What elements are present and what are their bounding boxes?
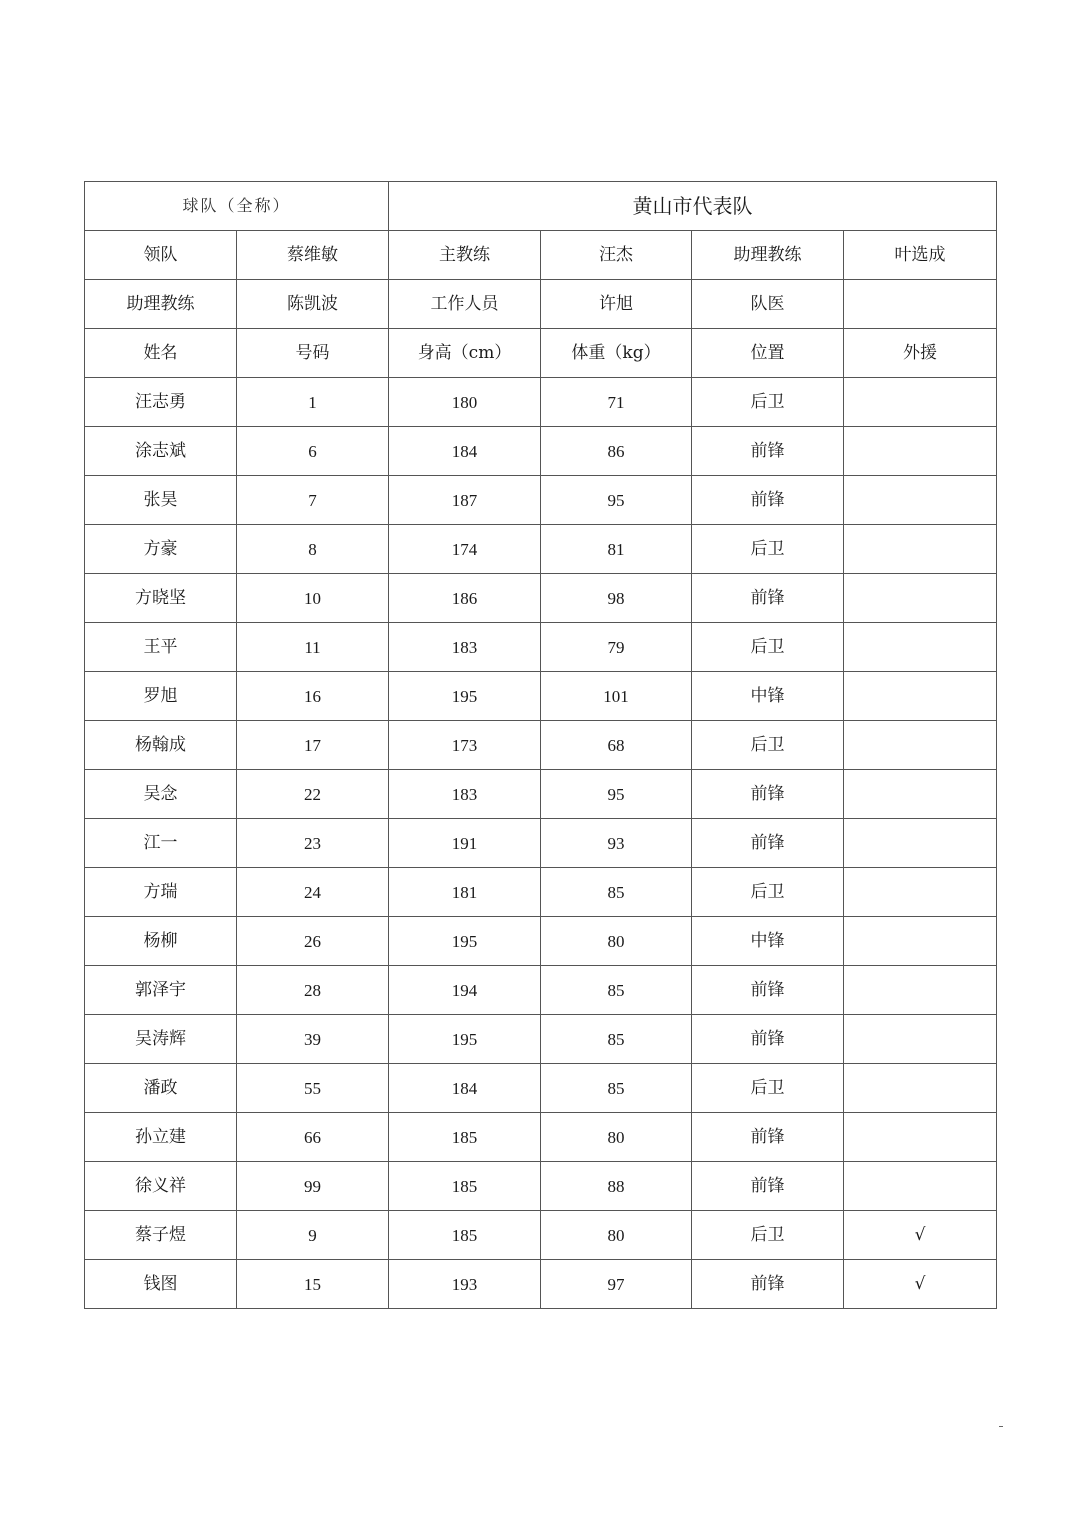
column-header-foreign: 外援 xyxy=(844,329,997,378)
player-height-cell: 195 xyxy=(389,1015,541,1064)
player-foreign-cell xyxy=(844,427,997,476)
player-name-cell: 江一 xyxy=(85,819,237,868)
player-number-cell: 66 xyxy=(237,1113,389,1162)
table-row xyxy=(85,476,997,525)
player-weight-cell: 80 xyxy=(541,917,692,966)
player-name-cell: 汪志勇 xyxy=(85,378,237,427)
player-position-cell: 前锋 xyxy=(692,1260,844,1309)
player-name-cell: 潘政 xyxy=(85,1064,237,1113)
player-position-cell: 后卫 xyxy=(692,1211,844,1260)
player-name-cell: 方晓坚 xyxy=(85,574,237,623)
staff-label: 工作人员 xyxy=(389,280,541,329)
player-weight-cell: 85 xyxy=(541,966,692,1015)
player-foreign-cell xyxy=(844,672,997,721)
player-number-cell: 99 xyxy=(237,1162,389,1211)
staff-label: 助理教练 xyxy=(85,280,237,329)
player-number-cell: 39 xyxy=(237,1015,389,1064)
player-height-cell: 185 xyxy=(389,1162,541,1211)
player-foreign-cell xyxy=(844,623,997,672)
player-position-cell: 前锋 xyxy=(692,966,844,1015)
player-weight-cell: 79 xyxy=(541,623,692,672)
player-weight-cell: 97 xyxy=(541,1260,692,1309)
player-number-cell: 10 xyxy=(237,574,389,623)
player-foreign-cell xyxy=(844,868,997,917)
player-name-cell: 徐义祥 xyxy=(85,1162,237,1211)
player-height-cell: 180 xyxy=(389,378,541,427)
staff-value: 蔡维敏 xyxy=(237,231,389,280)
player-weight-cell: 80 xyxy=(541,1113,692,1162)
staff-value: 叶选成 xyxy=(844,231,997,280)
player-position-cell: 前锋 xyxy=(692,476,844,525)
table-row xyxy=(85,1015,997,1064)
player-foreign-cell xyxy=(844,525,997,574)
player-foreign-cell: √ xyxy=(844,1211,997,1260)
player-foreign-cell xyxy=(844,476,997,525)
staff-label: 助理教练 xyxy=(692,231,844,280)
player-name-cell: 杨翰成 xyxy=(85,721,237,770)
player-height-cell: 194 xyxy=(389,966,541,1015)
player-number-cell: 22 xyxy=(237,770,389,819)
player-position-cell: 前锋 xyxy=(692,1015,844,1064)
player-name-cell: 吴涛辉 xyxy=(85,1015,237,1064)
staff-row-1 xyxy=(85,231,997,280)
staff-label: 领队 xyxy=(85,231,237,280)
table-row xyxy=(85,1064,997,1113)
player-position-cell: 后卫 xyxy=(692,1064,844,1113)
player-foreign-cell: √ xyxy=(844,1260,997,1309)
staff-row-2 xyxy=(85,280,997,329)
player-weight-cell: 101 xyxy=(541,672,692,721)
page-mark xyxy=(999,1426,1003,1427)
player-number-cell: 28 xyxy=(237,966,389,1015)
table-row xyxy=(85,525,997,574)
player-position-cell: 后卫 xyxy=(692,378,844,427)
player-number-cell: 55 xyxy=(237,1064,389,1113)
column-header-height: 身高（cm） xyxy=(389,329,541,378)
player-foreign-cell xyxy=(844,917,997,966)
player-foreign-cell xyxy=(844,378,997,427)
player-weight-cell: 86 xyxy=(541,427,692,476)
player-foreign-cell xyxy=(844,721,997,770)
player-number-cell: 24 xyxy=(237,868,389,917)
player-name-cell: 方瑞 xyxy=(85,868,237,917)
player-foreign-cell xyxy=(844,1015,997,1064)
player-position-cell: 前锋 xyxy=(692,770,844,819)
table-row xyxy=(85,1162,997,1211)
player-position-cell: 中锋 xyxy=(692,672,844,721)
player-name-cell: 蔡子煜 xyxy=(85,1211,237,1260)
player-position-cell: 前锋 xyxy=(692,427,844,476)
player-weight-cell: 85 xyxy=(541,868,692,917)
player-name-cell: 方豪 xyxy=(85,525,237,574)
column-header-weight: 体重（kg） xyxy=(541,329,692,378)
staff-value: 许旭 xyxy=(541,280,692,329)
player-height-cell: 185 xyxy=(389,1211,541,1260)
team-name-cell: 黄山市代表队 xyxy=(389,182,997,231)
player-weight-cell: 98 xyxy=(541,574,692,623)
player-position-cell: 后卫 xyxy=(692,868,844,917)
staff-value: 陈凯波 xyxy=(237,280,389,329)
player-name-cell: 孙立建 xyxy=(85,1113,237,1162)
player-height-cell: 183 xyxy=(389,623,541,672)
staff-label: 队医 xyxy=(692,280,844,329)
player-position-cell: 后卫 xyxy=(692,721,844,770)
player-height-cell: 187 xyxy=(389,476,541,525)
player-number-cell: 23 xyxy=(237,819,389,868)
player-height-cell: 191 xyxy=(389,819,541,868)
player-weight-cell: 85 xyxy=(541,1015,692,1064)
column-header-position: 位置 xyxy=(692,329,844,378)
player-name-cell: 杨柳 xyxy=(85,917,237,966)
player-height-cell: 184 xyxy=(389,1064,541,1113)
player-weight-cell: 85 xyxy=(541,1064,692,1113)
player-name-cell: 郭泽宇 xyxy=(85,966,237,1015)
player-foreign-cell xyxy=(844,966,997,1015)
table-row xyxy=(85,721,997,770)
player-position-cell: 前锋 xyxy=(692,1113,844,1162)
player-height-cell: 186 xyxy=(389,574,541,623)
player-weight-cell: 80 xyxy=(541,1211,692,1260)
table-row xyxy=(85,623,997,672)
player-position-cell: 前锋 xyxy=(692,574,844,623)
column-header-number: 号码 xyxy=(237,329,389,378)
player-foreign-cell xyxy=(844,770,997,819)
staff-value: 汪杰 xyxy=(541,231,692,280)
player-height-cell: 195 xyxy=(389,672,541,721)
player-height-cell: 195 xyxy=(389,917,541,966)
player-number-cell: 15 xyxy=(237,1260,389,1309)
player-weight-cell: 93 xyxy=(541,819,692,868)
player-number-cell: 7 xyxy=(237,476,389,525)
player-height-cell: 173 xyxy=(389,721,541,770)
team-label-cell: 球队（全称） xyxy=(85,182,389,231)
player-weight-cell: 81 xyxy=(541,525,692,574)
player-number-cell: 1 xyxy=(237,378,389,427)
staff-label: 主教练 xyxy=(389,231,541,280)
team-roster-table xyxy=(84,181,997,1309)
table-row xyxy=(85,868,997,917)
player-height-cell: 181 xyxy=(389,868,541,917)
table-row xyxy=(85,819,997,868)
staff-value xyxy=(844,280,997,329)
player-number-cell: 11 xyxy=(237,623,389,672)
table-row xyxy=(85,966,997,1015)
player-number-cell: 17 xyxy=(237,721,389,770)
table-row xyxy=(85,917,997,966)
player-height-cell: 193 xyxy=(389,1260,541,1309)
player-foreign-cell xyxy=(844,1113,997,1162)
player-number-cell: 26 xyxy=(237,917,389,966)
player-position-cell: 后卫 xyxy=(692,525,844,574)
player-foreign-cell xyxy=(844,574,997,623)
player-name-cell: 张昊 xyxy=(85,476,237,525)
player-position-cell: 中锋 xyxy=(692,917,844,966)
player-number-cell: 6 xyxy=(237,427,389,476)
player-foreign-cell xyxy=(844,819,997,868)
player-name-cell: 罗旭 xyxy=(85,672,237,721)
player-number-cell: 16 xyxy=(237,672,389,721)
table-row xyxy=(85,1260,997,1309)
player-number-cell: 8 xyxy=(237,525,389,574)
player-position-cell: 后卫 xyxy=(692,623,844,672)
team-name-row xyxy=(85,182,997,231)
player-weight-cell: 88 xyxy=(541,1162,692,1211)
player-weight-cell: 95 xyxy=(541,770,692,819)
table-row xyxy=(85,770,997,819)
table-row xyxy=(85,427,997,476)
column-header-name: 姓名 xyxy=(85,329,237,378)
table-row xyxy=(85,574,997,623)
player-foreign-cell xyxy=(844,1064,997,1113)
player-name-cell: 钱图 xyxy=(85,1260,237,1309)
player-name-cell: 涂志斌 xyxy=(85,427,237,476)
player-weight-cell: 95 xyxy=(541,476,692,525)
table-row xyxy=(85,1211,997,1260)
player-name-cell: 王平 xyxy=(85,623,237,672)
player-height-cell: 174 xyxy=(389,525,541,574)
player-height-cell: 183 xyxy=(389,770,541,819)
player-number-cell: 9 xyxy=(237,1211,389,1260)
table-row xyxy=(85,378,997,427)
column-header-row xyxy=(85,329,997,378)
player-position-cell: 前锋 xyxy=(692,1162,844,1211)
player-weight-cell: 71 xyxy=(541,378,692,427)
player-name-cell: 吴念 xyxy=(85,770,237,819)
table-row xyxy=(85,1113,997,1162)
player-position-cell: 前锋 xyxy=(692,819,844,868)
table-row xyxy=(85,672,997,721)
player-height-cell: 184 xyxy=(389,427,541,476)
player-weight-cell: 68 xyxy=(541,721,692,770)
player-height-cell: 185 xyxy=(389,1113,541,1162)
player-foreign-cell xyxy=(844,1162,997,1211)
